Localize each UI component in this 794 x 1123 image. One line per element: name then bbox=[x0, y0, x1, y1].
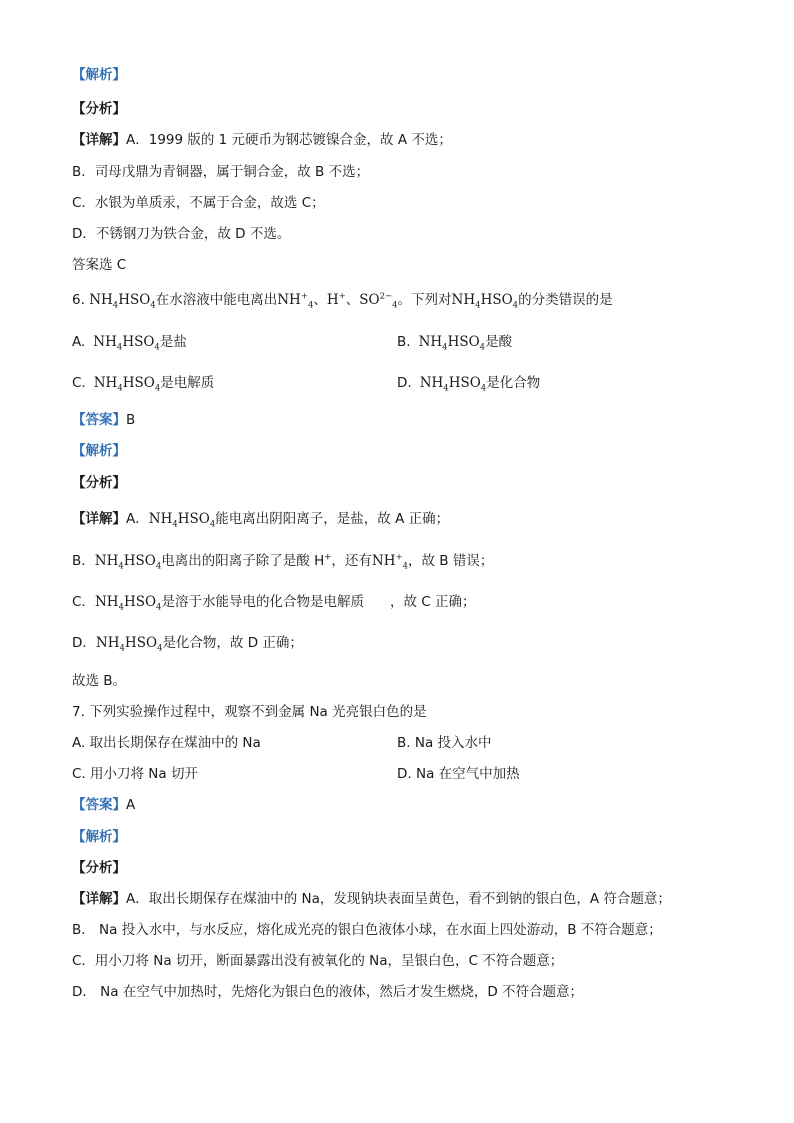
q7-option-B: B. Na 投入水中 bbox=[397, 735, 492, 751]
q7-option-D: D. Na 在空气中加热 bbox=[397, 766, 520, 782]
q6-explain-C: C．$NH_4HSO_4$是溶于水能导电的化合物是电解质 ，故 C 正确； bbox=[72, 594, 476, 613]
formula-so4-ion: $SO^{2-}_4$ bbox=[359, 291, 398, 311]
q6-conclusion: 故选 B。 bbox=[72, 673, 127, 689]
q6-option-A: A. $NH_4HSO_4$是盐 bbox=[72, 334, 187, 353]
q6-option-B: B. $NH_4HSO_4$是酸 bbox=[397, 334, 513, 353]
formula-nh4hso4: $NH_4HSO_4$ bbox=[89, 292, 156, 311]
q6-stem-mid: 。下列对 bbox=[397, 292, 452, 308]
q7-fenxi-tag: 【分析】 bbox=[72, 860, 126, 876]
q6-fenxi-tag: 【分析】 bbox=[72, 475, 126, 491]
q6-analysis-tag: 【解析】 bbox=[72, 443, 126, 459]
q6-number: 6. bbox=[72, 292, 85, 308]
q5-explain-C: C．水银为单质汞，不属于合金，故选 C； bbox=[72, 195, 325, 211]
q6-option-C: C. $NH_4HSO_4$是电解质 bbox=[72, 375, 215, 394]
fenxi-tag: 【分析】 bbox=[72, 101, 126, 117]
q5-answer: 答案选 C bbox=[72, 257, 127, 273]
q7-explain-A: 【详解】A．取出长期保存在煤油中的 Na，发现钠块表面呈黄色，看不到钠的银白色，A 符合题意； bbox=[72, 891, 671, 907]
q7-explain-C: C．用小刀将 Na 切开，断面暴露出没有被氧化的 Na，呈银白色，C 不符合题意； bbox=[72, 953, 564, 969]
q7-analysis-tag: 【解析】 bbox=[72, 829, 126, 845]
q6-explain-A: 【详解】A．$NH_4HSO_4$能电离出阴阳离子，是盐，故 A 正确； bbox=[72, 511, 450, 530]
q6-stem-post: 的分类错误的是 bbox=[518, 292, 613, 308]
formula-nh4hso4: $NH_4HSO_4$ bbox=[451, 292, 519, 311]
q7-answer: 【答案】A bbox=[72, 797, 136, 813]
q7-explain-B: B． Na 投入水中，与水反应，熔化成光亮的银白色液体小球，在水面上四处游动，B 不符合题意； bbox=[72, 922, 662, 938]
q6-explain-D: D．$NH_4HSO_4$是化合物，故 D 正确； bbox=[72, 635, 303, 654]
q6-option-D: D. $NH_4HSO_4$是化合物 bbox=[397, 375, 541, 394]
q5-explain-A bbox=[72, 131, 452, 149]
q5-explain-B: B．司母戊鼎为青铜器，属于铜合金，故 B 不选； bbox=[72, 164, 370, 180]
analysis-tag: 【解析】 bbox=[72, 67, 126, 83]
formula-h-ion: H+ bbox=[326, 291, 346, 308]
formula-nh4-ion: $NH^+_4$ bbox=[277, 291, 314, 311]
q5-explain-D: D．不锈钢刀为铁合金，故 D 不选。 bbox=[72, 226, 291, 242]
q6-answer: 【答案】B bbox=[72, 412, 136, 428]
q6-stem-pre: 在水溶液中能电离出 bbox=[155, 292, 278, 308]
q7-option-C: C. 用小刀将 Na 切开 bbox=[72, 766, 198, 782]
q6-explain-B: B．$NH_4HSO_4$电离出的阳离子除了是酸 H+，还有$NH^+_4$，故 B 错误； bbox=[72, 552, 494, 572]
xiangjie-tag: 【详解】 bbox=[72, 132, 126, 148]
q7-explain-D: D． Na 在空气中加热时，先熔化为银白色的液体，然后才发生燃烧，D 不符合题意； bbox=[72, 984, 584, 1000]
q6-stem: 6. $NH_4HSO_4$在水溶液中能电离出$NH^+_4$、H+、$SO^{2-}_4$。下列对$NH_4HSO_4$的分类错误的是 bbox=[72, 291, 613, 311]
q7-option-A: A. 取出长期保存在煤油中的 Na bbox=[72, 735, 261, 751]
q7-stem: 7. 下列实验操作过程中，观察不到金属 Na 光亮银白色的是 bbox=[72, 704, 427, 720]
q5-explain-A-text: A．1999 版的 1 元硬币为钢芯镀镍合金，故 A 不选； bbox=[126, 132, 452, 148]
